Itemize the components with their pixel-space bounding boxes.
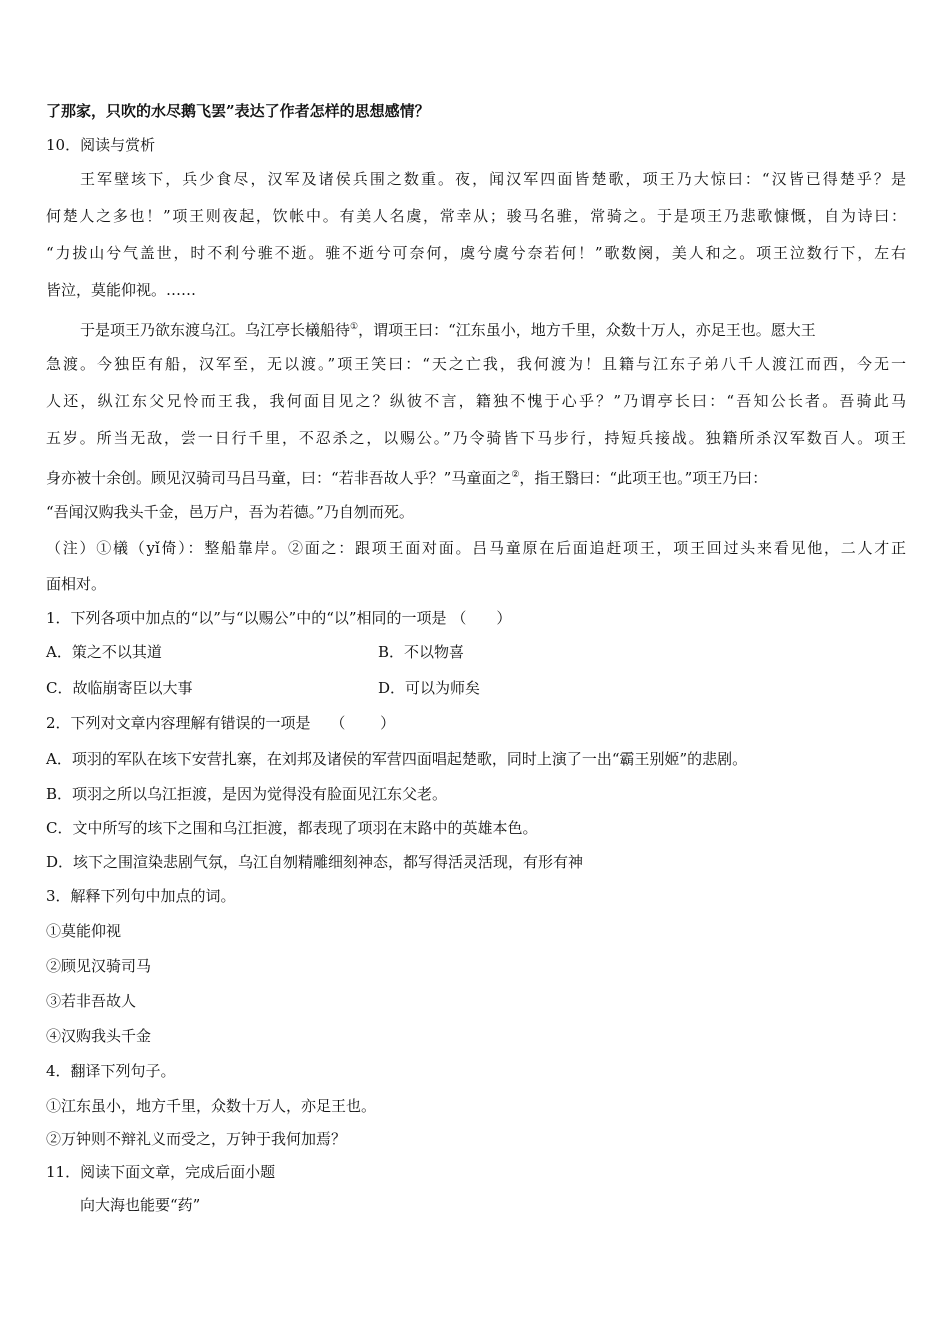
- sub3-item: ②顾见汉骑司马: [46, 957, 152, 975]
- passage-line: 五岁。所当无敌，尝一日行千里，不忍杀之，以赐公。”乃令骑皆下马步行，持短兵接战。独籍所杀汉军数百人。项王: [46, 429, 906, 447]
- passage-segment: ，指王翳曰：“此项王也。”项王乃曰：: [519, 469, 768, 487]
- sub4-item: ①江东虽小，地方千里，众数十万人，亦足王也。: [46, 1097, 377, 1115]
- note-marker: ①: [350, 322, 359, 332]
- passage-line: [46, 464, 767, 489]
- sub1-option-c: C．故临崩寄臣以大事: [46, 679, 193, 697]
- sub-question-3-stem: 3．解释下列句中加点的词。: [46, 887, 236, 905]
- sub2-option-c: C．文中所写的垓下之围和乌江拒渡，都表现了项羽在末路中的英雄本色。: [46, 819, 538, 837]
- passage-line: “吾闻汉购我头千金，邑万户，吾为若德。”乃自刎而死。: [46, 503, 414, 521]
- passage-line: 急渡。今独臣有船，汉军至，无以渡。”项王笑曰：“天之亡我，我何渡为！且籍与江东子弟八千人渡江而西，今无一: [46, 355, 906, 373]
- sub-question-4-stem: 4．翻译下列句子。: [46, 1062, 176, 1080]
- passage-line: 皆泣，莫能仰视。……: [46, 281, 197, 299]
- sub1-option-b: B．不以物喜: [378, 643, 465, 661]
- sub2-option-d: D．垓下之围渲染悲剧气氛，乌江自刎精雕细刻神态，都写得活灵活现，有形有神: [46, 853, 584, 871]
- passage-line: 人还，纵江东父兄怜而王我，我何面目见之？纵彼不言，籍独不愧于心乎？”乃谓亭长曰：“吾知公长者。吾骑此马: [46, 392, 906, 410]
- passage-segment: 身亦被十余创。顾见汉骑司马吕马童，曰：“若非吾故人乎？”马童面之: [46, 469, 512, 487]
- sub3-item: ①莫能仰视: [46, 922, 122, 940]
- passage-line: 何楚人之多也！”项王则夜起，饮帐中。有美人名虞，常幸从；骏马名骓，常骑之。于是项王乃悲歌慷慨，自为诗曰：: [46, 207, 906, 225]
- sub1-option-a: A．策之不以其道: [46, 643, 162, 661]
- footnote-line: 面相对。: [46, 575, 107, 593]
- sub-question-1-stem: 1．下列各项中加点的“以”与“以赐公”中的“以”相同的一项是 （ ）: [46, 609, 512, 627]
- sub2-option-a: A．项羽的军队在垓下安营扎寨，在刘邦及诸侯的军营四面唱起楚歌，同时上演了一出“霸王别姬”的悲剧。: [46, 750, 748, 768]
- sub3-item: ③若非吾故人: [46, 992, 137, 1010]
- q10-title: 10．阅读与赏析: [46, 136, 156, 154]
- passage-segment: 于是项王乃欲东渡乌江。乌江亭长檥船待: [80, 321, 351, 339]
- note-marker: ②: [511, 470, 520, 480]
- sub-question-2-stem: 2．下列对文章内容理解有错误的一项是 （ ）: [46, 714, 396, 732]
- previous-question-tail: 了那家，只吹的水尽鹅飞罢”表达了作者怎样的思想感情？: [46, 102, 430, 120]
- q11-title: 11．阅读下面文章，完成后面小题: [46, 1163, 276, 1181]
- passage-line: [80, 316, 816, 341]
- passage-line: 王军壁垓下，兵少食尽，汉军及诸侯兵围之数重。夜，闻汉军四面皆楚歌，项王乃大惊曰：“汉皆已得楚乎？是: [80, 170, 906, 188]
- sub1-option-d: D．可以为师矣: [378, 679, 481, 697]
- passage-line: “力拔山兮气盖世，时不利兮骓不逝。骓不逝兮可奈何，虞兮虞兮奈若何！”歌数阕，美人和之。项王泣数行下，左右: [46, 244, 906, 262]
- sub4-item: ②万钟则不辩礼义而受之，万钟于我何加焉？: [46, 1130, 347, 1148]
- passage-segment: ，谓项王曰：“江东虽小，地方千里，众数十万人，亦足王也。愿大王: [358, 321, 816, 339]
- footnote-line: （注）①檥（yǐ倚）：整船靠岸。②面之：跟项王面对面。吕马童原在后面追赶项王，项王回过头来看见他，二人才正: [46, 539, 906, 557]
- sub3-item: ④汉购我头千金: [46, 1027, 152, 1045]
- article-title: 向大海也能要“药”: [80, 1196, 201, 1214]
- sub2-option-b: B．项羽之所以乌江拒渡，是因为觉得没有脸面见江东父老。: [46, 785, 448, 803]
